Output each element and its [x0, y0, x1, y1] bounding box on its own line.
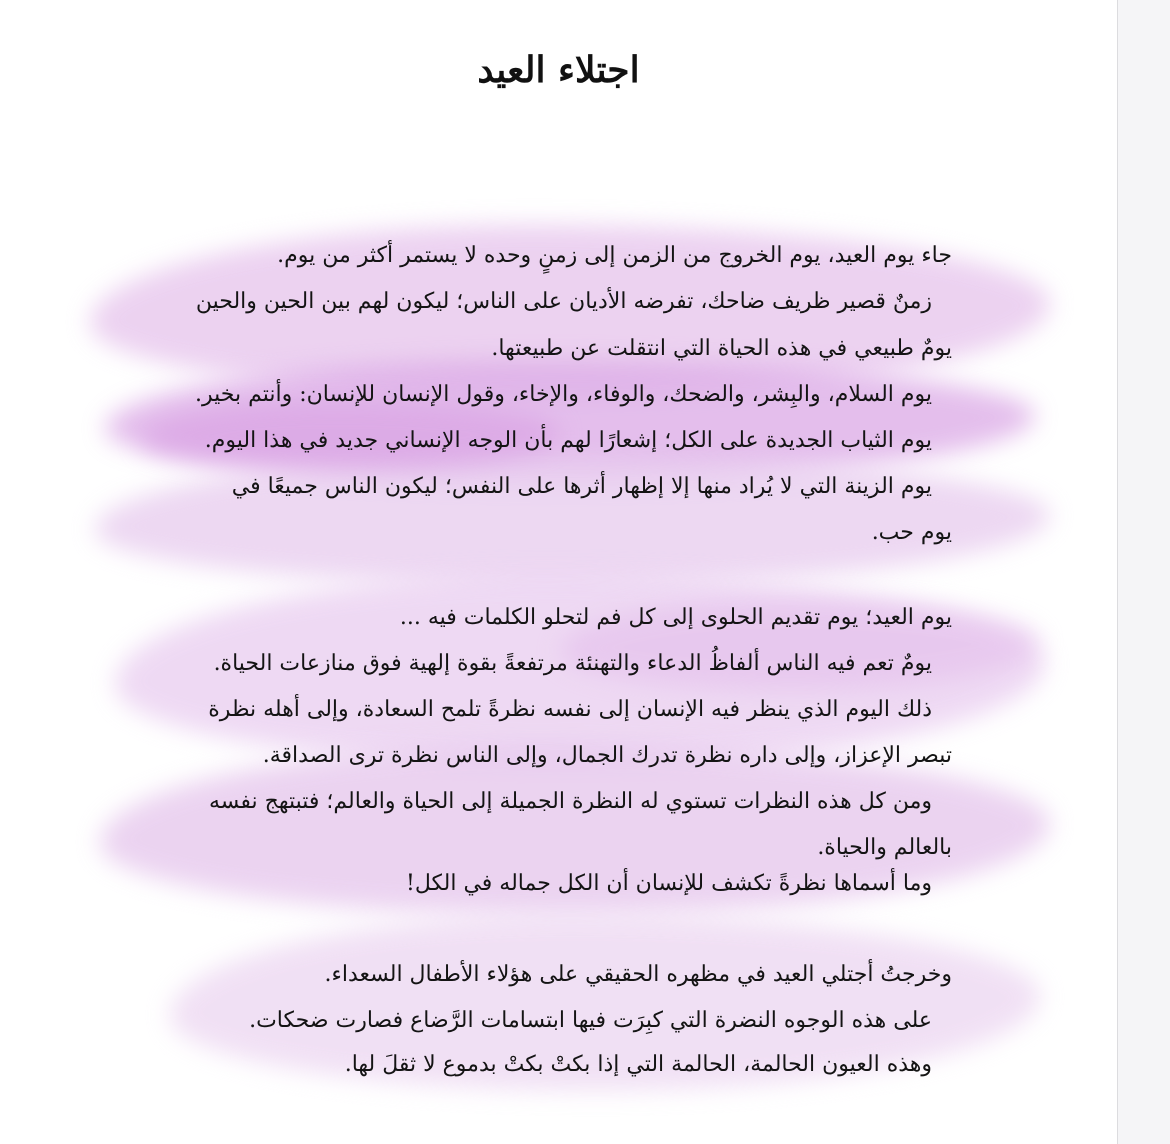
text-line: يومٌ طبيعي في هذه الحياة التي انتقلت عن طبيعتها. [491, 336, 952, 361]
page-title: اجتلاء العيد [477, 49, 640, 91]
text-line: ومن كل هذه النظرات تستوي له النظرة الجميلة إلى الحياة والعالم؛ فتبتهج نفسه [208, 789, 932, 814]
text-line: جاء يوم العيد، يوم الخروج من الزمن إلى زمنٍ وحده لا يستمر أكثر من يوم. [277, 243, 952, 268]
text-line: بالعالم والحياة. [817, 835, 952, 860]
text-line: زمنٌ قصير ظريف ضاحك، تفرضه الأديان على الناس؛ ليكون لهم بين الحين والحين [195, 289, 932, 314]
text-line: يوم الثياب الجديدة على الكل؛ إشعارًا لهم بأن الوجه الإنساني جديد في هذا اليوم. [204, 428, 932, 453]
text-line: وما أسماها نظرةً تكشف للإنسان أن الكل جماله في الكل! [405, 871, 932, 896]
text-line: يوم حب. [871, 520, 952, 545]
text-line: على هذه الوجوه النضرة التي كبِرَت فيها ابتسامات الرَّضاع فصارت ضحكات. [249, 1008, 932, 1033]
text-line: يوم السلام، والبِشر، والضحك، والوفاء، والإخاء، وقول الإنسان للإنسان: وأنتم بخير. [195, 382, 932, 407]
text-line: وخرجتُ أجتلي العيد في مظهره الحقيقي على هؤلاء الأطفال السعداء. [324, 962, 952, 987]
text-line: ذلك اليوم الذي ينظر فيه الإنسان إلى نفسه نظرةً تلمح السعادة، وإلى أهله نظرة [208, 697, 932, 722]
text-line: يوم الزينة التي لا يُراد منها إلا إظهار أثرها على النفس؛ ليكون الناس جميعًا في [231, 474, 932, 499]
text-line: يوم العيد؛ يوم تقديم الحلوى إلى كل فم لتحلو الكلمات فيه ... [399, 605, 952, 630]
text-line: تبصر الإعزاز، وإلى داره نظرة تدرك الجمال، وإلى الناس نظرة ترى الصداقة. [262, 743, 952, 768]
text-line: وهذه العيون الحالمة، الحالمة التي إذا بكتْ بكتْ بدموع لا ثقلَ لها. [344, 1052, 932, 1077]
text-line: يومٌ تعم فيه الناس ألفاظُ الدعاء والتهنئة مرتفعةً بقوة إلهية فوق منازعات الحياة. [213, 651, 932, 676]
